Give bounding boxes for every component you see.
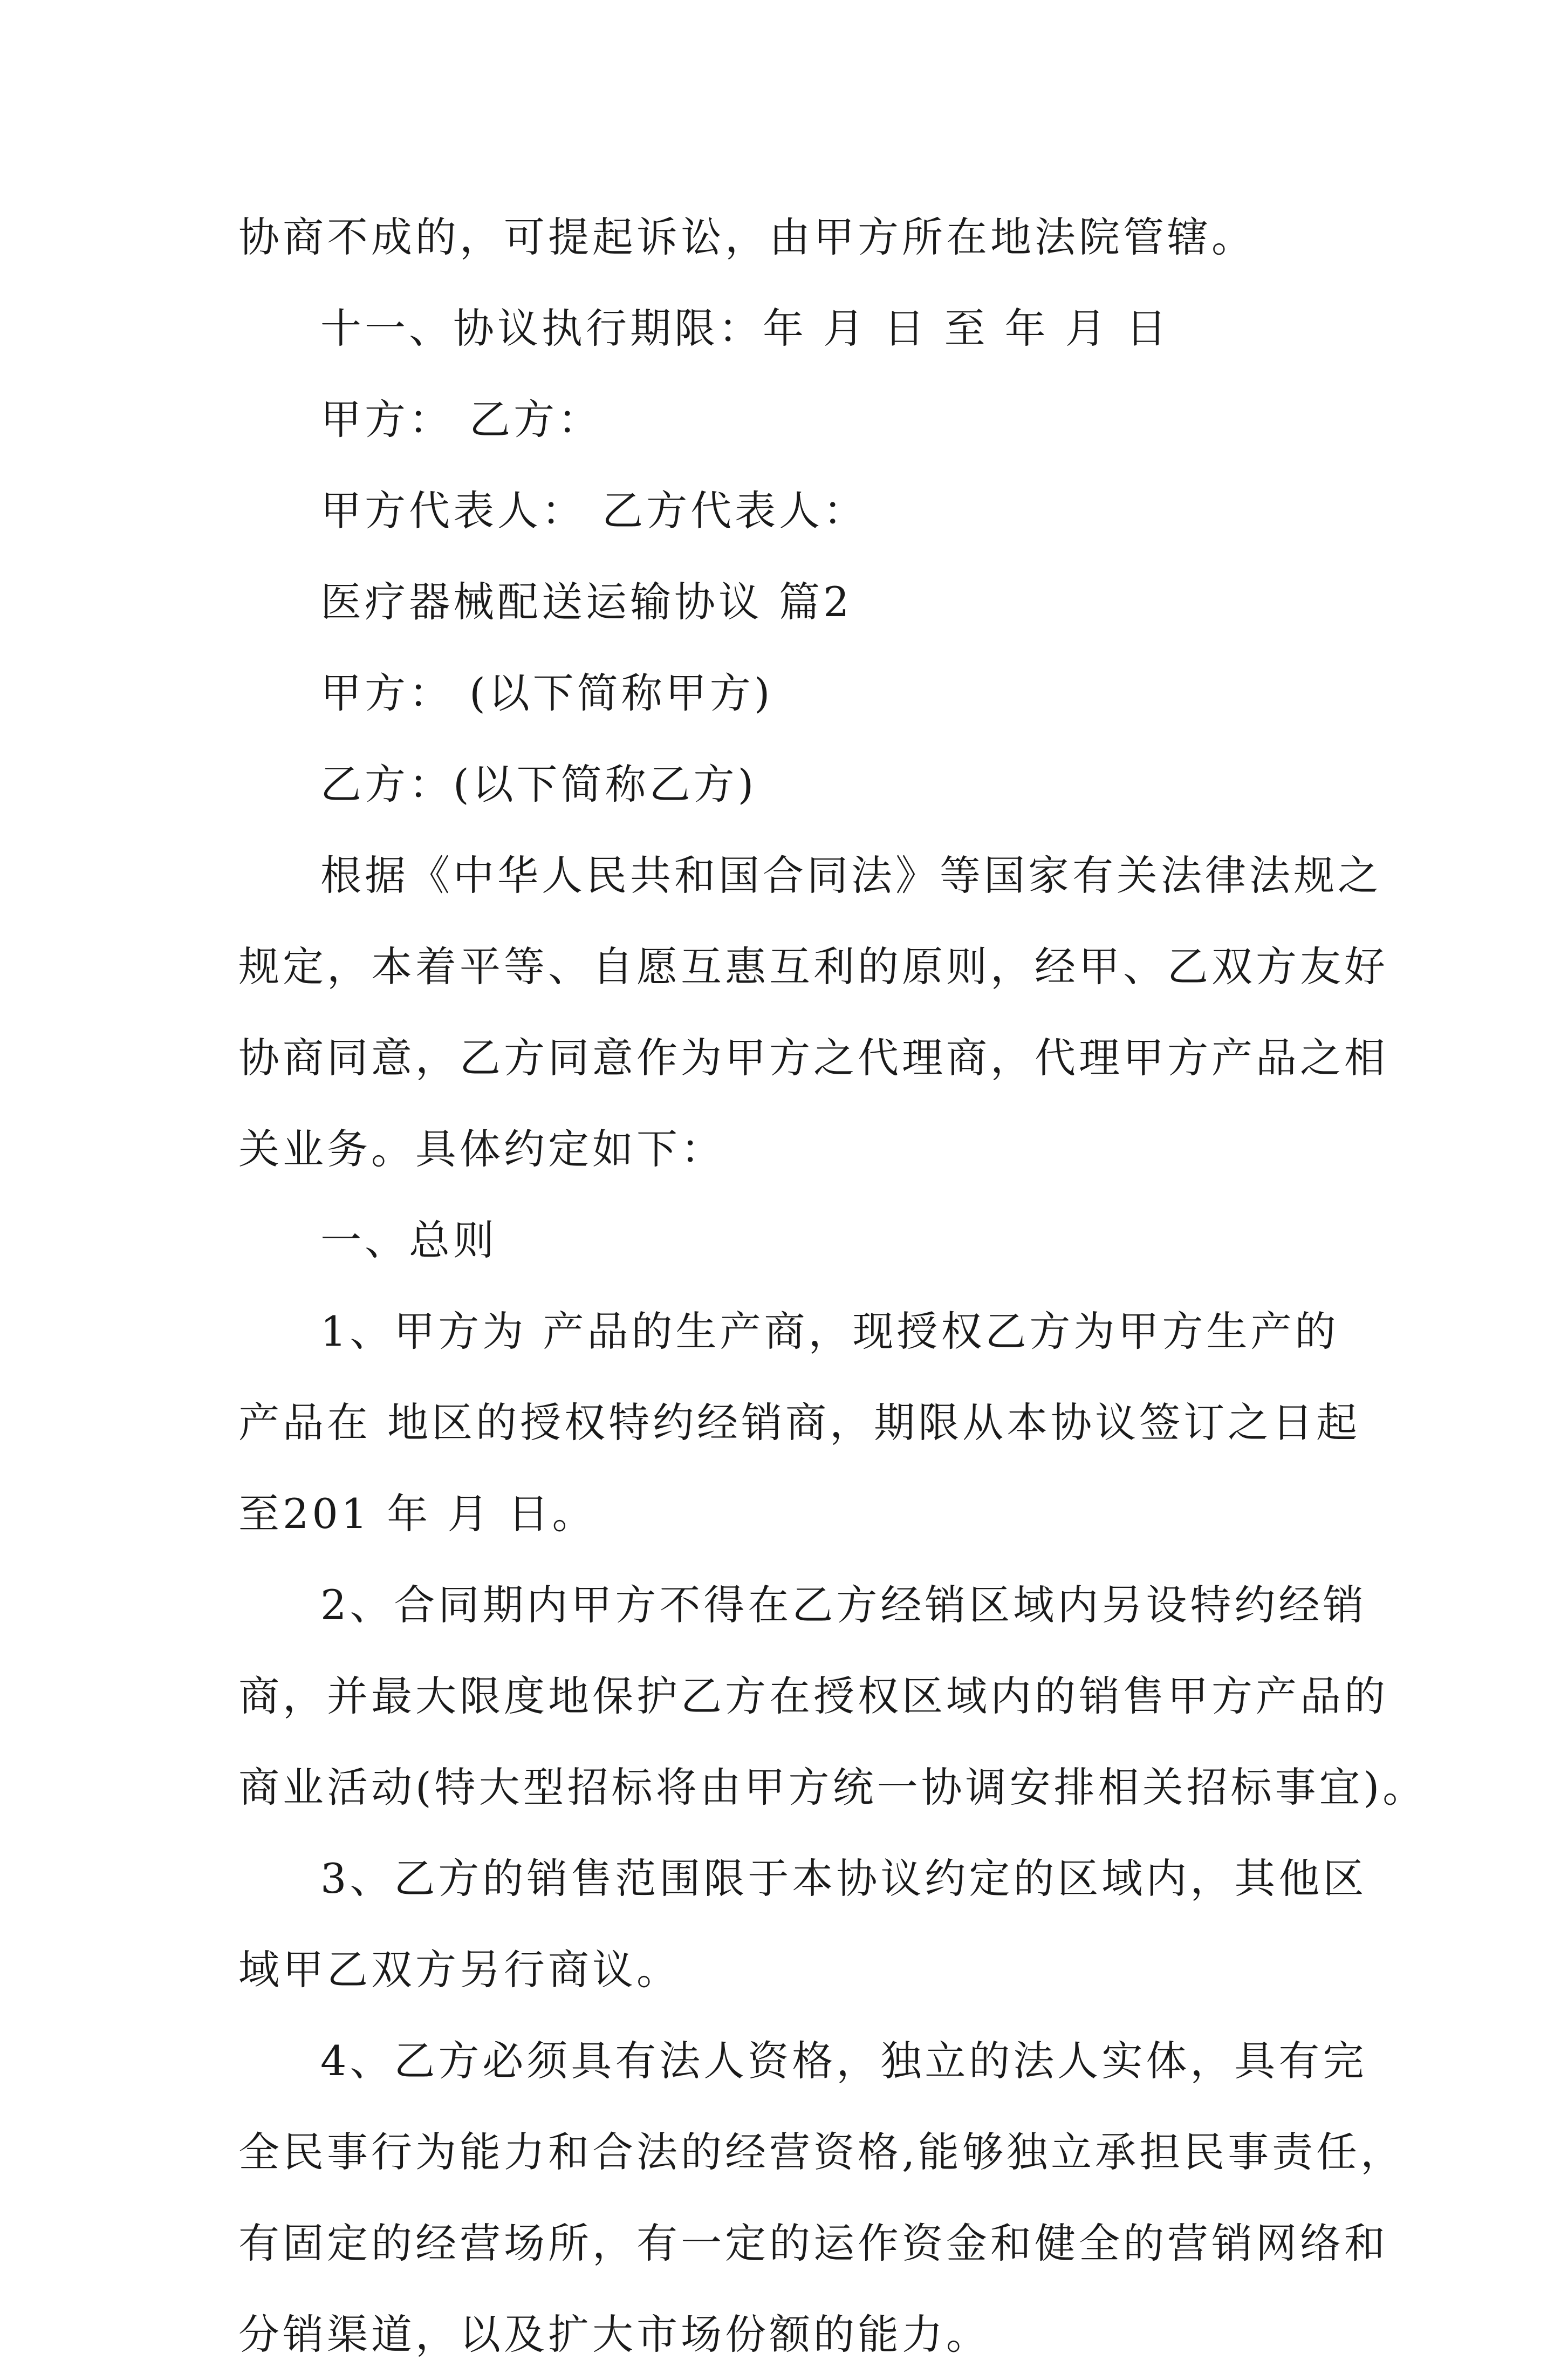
text-line: 甲方： 乙方： [320,395,603,444]
text-line: 至201 年 月 日。 [238,1490,597,1538]
text-line: 2、合同期内甲方不得在乙方经销区域内另设特约经销 [320,1581,1367,1629]
text-line: 商业活动(特大型招标将由甲方统一协调安排相关招标事宜)。 [238,1763,1427,1811]
text-line: 分销渠道，以及扩大市场份额的能力。 [238,2310,990,2358]
text-line: 域甲乙双方另行商议。 [238,1946,681,1994]
text-line: 甲方代表人： 乙方代表人： [320,487,868,535]
section-heading: 一、总则 [320,1216,497,1264]
section-heading: 医疗器械配送运输协议 篇2 [320,578,853,626]
text-line: 3、乙方的销售范围限于本协议约定的区域内，其他区 [320,1854,1367,1902]
text-line: 关业务。具体约定如下： [238,1125,725,1173]
document-body [238,192,1427,2380]
text-line: 产品在 地区的授权特约经销商，期限从本协议签订之日起 [238,1399,1361,1447]
text-line: 规定，本着平等、自愿互惠互利的原则，经甲、乙双方友好 [238,943,1388,991]
text-line: 1、甲方为 产品的生产商，现授权乙方为甲方生产的 [320,1307,1339,1355]
text-line: 有固定的经营场所，有一定的运作资金和健全的营销网络和 [238,2219,1388,2267]
text-line: 商，并最大限度地保护乙方在授权区域内的销售甲方产品的 [238,1672,1388,1720]
text-line: 乙方：(以下简称乙方) [320,760,757,808]
text-line: 4、乙方必须具有法人资格，独立的法人实体，具有完 [320,2037,1367,2085]
text-line: 甲方： (以下简称甲方) [320,669,773,717]
text-line: 协商同意，乙方同意作为甲方之代理商，代理甲方产品之相 [238,1034,1388,1082]
text-line: 根据《中华人民共和国合同法》等国家有关法律法规之 [320,851,1382,899]
text-line: 协商不成的，可提起诉讼，由甲方所在地法院管辖。 [238,213,1256,261]
text-line: 十一、协议执行期限：年 月 日 至 年 月 日 [320,304,1170,352]
text-line: 全民事行为能力和合法的经营资格,能够独立承担民事责任， [238,2128,1405,2176]
